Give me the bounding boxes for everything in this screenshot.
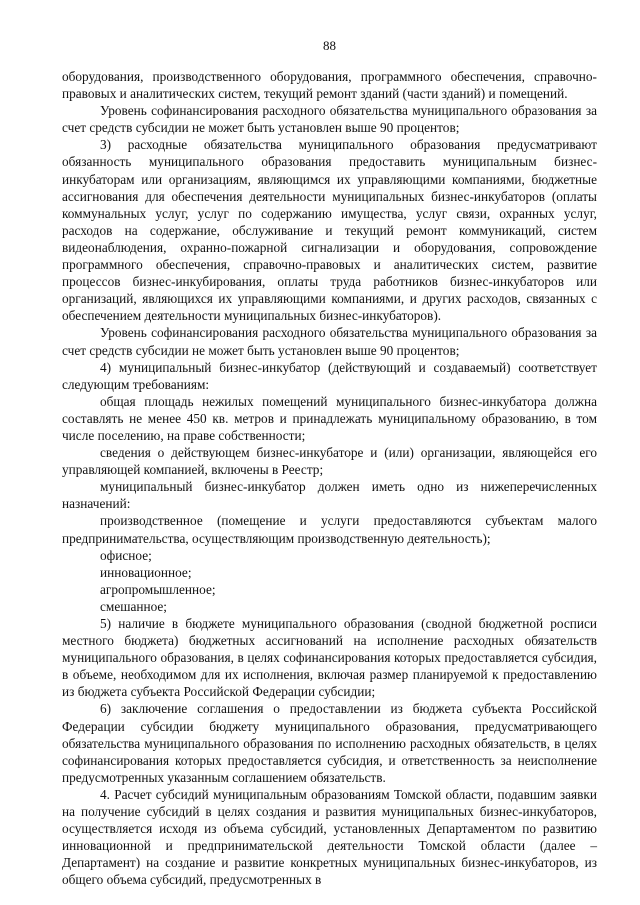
paragraph-item-5: 5) наличие в бюджете муниципального образования (сводной бюджетной росписи местного бюджета) бюджетных ассигнований на исполнение расходных обязательств муниципального образования, в целях софинансирования которых предоставляется субсидия, в объеме, необходимом для их исполнения, включая размер планируемой к предоставлению из бюджета субъекта Российской Федерации субсидии;: [62, 616, 597, 700]
page-number: 88: [323, 38, 336, 53]
paragraph-registry-requirement: сведения о действующем бизнес-инкубаторе и (или) организации, являющейся его управляющей компанией, включены в Реестр;: [62, 445, 597, 478]
paragraph-item-6: 6) заключение соглашения о предоставлении из бюджета субъекта Российской Федерации субсидии бюджету муниципального образования, предусматривающего обязательства муниципального образования по исполнению расходных обязательств, в целях софинансирования которых предоставляется субсидия, и ответственность за неисполнение предусмотренных указанным соглашением обязательств.: [62, 701, 597, 785]
paragraph-cofinancing-level-2: Уровень софинансирования расходного обязательства муниципального образования за счет средств субсидии не может быть установлен выше 90 процентов;: [62, 325, 597, 358]
paragraph-continuation: оборудования, производственного оборудования, программного обеспечения, справочно-правовых и аналитических систем, текущий ремонт зданий (части зданий) и помещений.: [62, 69, 597, 102]
list-item-innovation: инновационное;: [100, 564, 192, 580]
paragraph-cofinancing-level-1: Уровень софинансирования расходного обязательства муниципального образования за счет средств субсидии не может быть установлен выше 90 процентов;: [62, 103, 597, 136]
list-item-office: офисное;: [100, 547, 152, 563]
list-item-production: производственное (помещение и услуги предоставляются субъектам малого предпринимательства, осуществляющим производственную деятельность);: [62, 513, 597, 546]
paragraph-item-3: 3) расходные обязательства муниципального образования предусматривают обязанность муниципального образования предоставить муниципальным бизнес-инкубаторам или организациям, являющимся их управляющими компаниями, бюджетные ассигнования для обеспечения деятельности муниципальных бизнес-инкубаторов (оплаты коммунальных услуг, услуг по содержанию имущества, услуг связи, охранных услуг, расходов на содержание, обслуживание и текущий ремонт коммуникаций, систем видеонаблюдения, охранно-пожарной сигнализации и оборудования, сопровождение программного обеспечения, справочно-правовых и аналитических систем, развитие процессов бизнес-инкубирования, оплаты труда работников бизнес-инкубаторов или организаций, являющихся их управляющими компаниями, и других расходов, связанных с обеспечением деятельности муниципальных бизнес-инкубаторов).: [62, 137, 597, 324]
paragraph-section-4: 4. Расчет субсидий муниципальным образованиям Томской области, подавшим заявки на получение субсидий в целях создания и развития муниципальных бизнес-инкубаторов, осуществляется исходя из объема субсидий, установленных Департаментом по развитию инновационной и предпринимательской деятельности Томской области (далее – Департамент) на создание и развитие конкретных муниципальных бизнес-инкубаторов, из общего объема субсидий, предусмотренных в: [62, 786, 597, 888]
paragraph-item-4: 4) муниципальный бизнес-инкубатор (действующий и создаваемый) соответствует следующим требованиям:: [62, 359, 597, 392]
list-item-agro: агропромышленное;: [100, 581, 216, 597]
list-item-mixed: смешанное;: [100, 598, 167, 614]
paragraph-purpose-requirement: муниципальный бизнес-инкубатор должен иметь одно из нижеперечисленных назначений:: [62, 479, 597, 512]
document-body: [62, 68, 597, 889]
paragraph-area-requirement: общая площадь нежилых помещений муниципального бизнес-инкубатора должна составлять не менее 450 кв. метров и принадлежать муниципальному образованию, в том числе поселению, на праве собственности;: [62, 393, 597, 443]
